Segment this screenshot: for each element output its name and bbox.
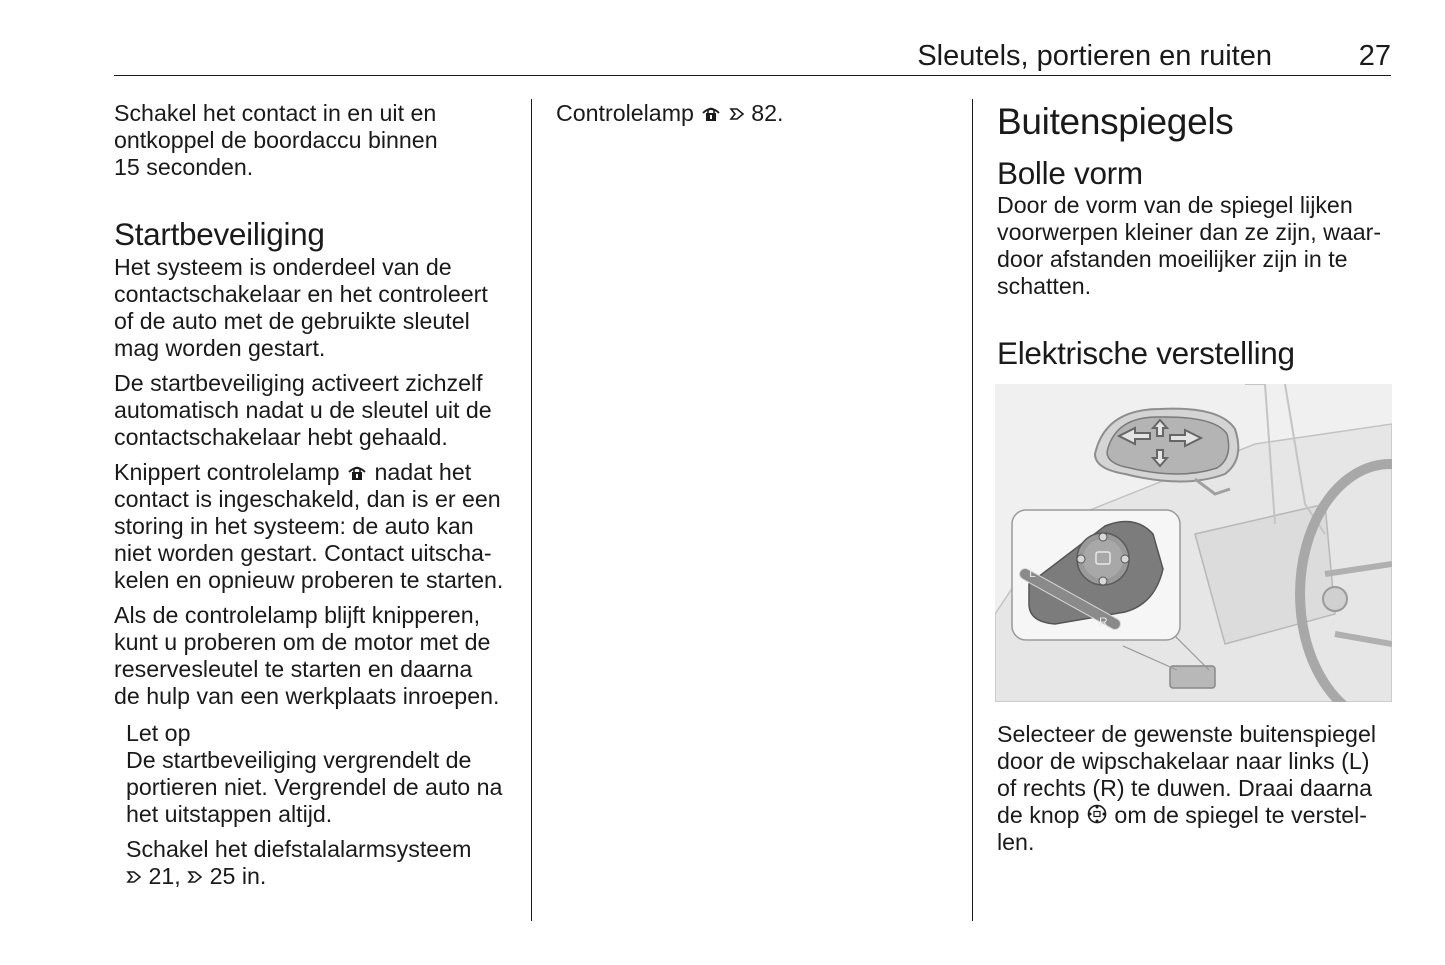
column-divider — [531, 99, 532, 921]
paragraph: Knippert controlelamp nadat het contact is ingeschakeld, dan is er een storing in het systeem: de auto kan niet worden gestart. Contact uitscha- kelen en opnieuw proberen te starten. — [114, 459, 504, 593]
paragraph: Door de vorm van de spiegel lijken voorwerpen kleiner dan ze zijn, waar- door afstanden moeilijker zijn in te schatten. — [997, 192, 1382, 299]
column-right — [997, 100, 1395, 856]
figure-label-right: R — [1099, 615, 1108, 629]
page-number: 27 — [1358, 40, 1391, 72]
header-rule — [114, 75, 1391, 76]
mirror-control-illustration — [995, 384, 1392, 702]
paragraph: Als de controlelamp blijft knipperen, kunt u proberen om de motor met de reservesleutel te starten en daarna de hulp van een werkplaats inroepen. — [114, 602, 500, 709]
mirror-adjust-knob-icon — [1086, 803, 1108, 825]
immobilizer-lamp-icon — [346, 462, 368, 482]
intro-paragraph: Schakel het contact in en uit en ontkoppel de boordaccu binnen 15 seconden. — [114, 100, 438, 180]
section-title-buitenspiegels: Buitenspiegels — [997, 101, 1234, 142]
page-reference-link[interactable]: 25 in. — [209, 863, 267, 889]
column-divider — [972, 99, 973, 921]
immobilizer-lamp-icon — [700, 103, 722, 123]
note-title: Let op — [126, 720, 191, 746]
figure-label-left: L — [1029, 566, 1036, 580]
page-reference-arrow-icon — [187, 868, 203, 886]
paragraph: Het systeem is onderdeel van de contactschakelaar en het controleert of de auto met de gebruikte sleutel mag worden gestart. — [114, 254, 488, 361]
running-header-title: Sleutels, portieren en ruiten — [917, 40, 1272, 72]
page-reference-arrow-icon — [126, 868, 142, 886]
subheading-elektrische-verstelling: Elektrische verstelling — [997, 335, 1295, 371]
paragraph: Selecteer de gewenste buitenspiegel door de wipschakelaar naar links (L) of rechts (R) te duwen. Draai daarna de knop om de spiegel te verstel- len. — [997, 721, 1376, 855]
column-left — [114, 100, 514, 890]
note-block: Let op De startbeveiliging vergrendelt de portieren niet. Vergrendel de auto na het uitstappen altijd. Schakel het diefstalalarmsysteem 21, 25 in. — [126, 720, 514, 890]
subheading-bolle-vorm: Bolle vorm — [997, 155, 1143, 191]
paragraph: De startbeveiliging activeert zichzelf automatisch nadat u de sleutel uit de contactschakelaar hebt gehaald. — [114, 370, 492, 450]
section-heading-startbeveiliging: Startbeveiliging — [114, 216, 325, 252]
page-reference-arrow-icon — [729, 105, 745, 123]
page-reference-link[interactable]: 21, — [148, 863, 181, 889]
column-middle: Controlelamp 82. — [556, 100, 784, 126]
mirror-illustration-svg — [995, 384, 1392, 702]
page-reference-link[interactable]: 82. — [751, 100, 784, 126]
